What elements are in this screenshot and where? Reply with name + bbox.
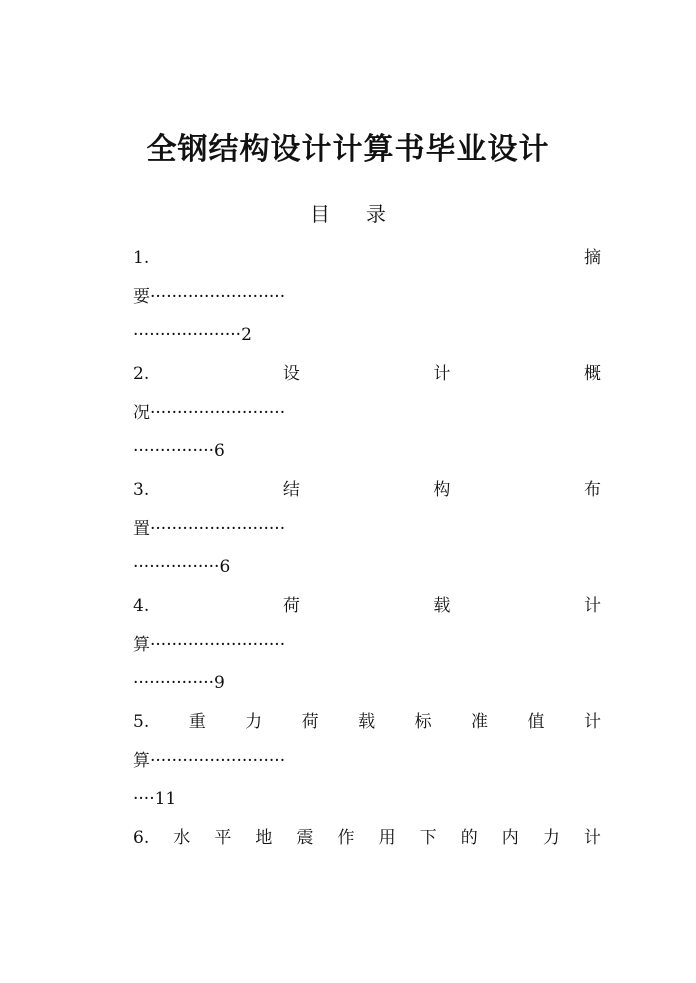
- toc-entry-word: 的: [460, 828, 478, 848]
- toc-entry-number: 2.: [133, 364, 150, 384]
- toc-entry-3-line2: 置·························: [133, 519, 286, 539]
- toc-entry-word: 准: [471, 712, 489, 732]
- toc-entry-word: 设: [282, 364, 300, 384]
- toc-entry-number: 5.: [133, 712, 150, 732]
- toc-entry-word: 结: [282, 480, 300, 500]
- toc-entry-word: 载: [433, 596, 451, 616]
- toc-entry-5-line2: 算·························: [133, 751, 286, 771]
- toc-entry-number: 3.: [133, 480, 150, 500]
- toc-entry-number: 6.: [133, 828, 150, 848]
- toc-heading-right: 录: [366, 202, 386, 226]
- toc-entry-number: 1.: [133, 248, 150, 268]
- toc-entry-word: 计: [583, 712, 601, 732]
- toc-entry-5-line1: [133, 710, 601, 734]
- toc-entry-word: 下: [419, 828, 437, 848]
- toc-entry-word: 概: [583, 364, 601, 384]
- toc-entry-word: 标: [414, 712, 432, 732]
- toc-entry-word: 水: [173, 828, 191, 848]
- toc-entry-word: 计: [583, 596, 601, 616]
- toc-entry-number: 4.: [133, 596, 150, 616]
- toc-entry-word: 荷: [301, 712, 319, 732]
- toc-entry-2-line2: 况·························: [133, 403, 286, 423]
- document-title: 全钢结构设计计算书毕业设计: [146, 132, 550, 167]
- toc-entry-1-line1: [133, 246, 601, 270]
- toc-entry-word: 构: [433, 480, 451, 500]
- toc-entry-word: 平: [214, 828, 232, 848]
- toc-entry-word: 摘: [584, 248, 601, 268]
- toc-entry-word: 震: [296, 828, 314, 848]
- toc-entry-word: 内: [501, 828, 519, 848]
- toc-entry-2-line1: [133, 362, 601, 386]
- toc-entry-4-line2: 算·························: [133, 635, 286, 655]
- toc-entry-word: 荷: [282, 596, 300, 616]
- toc-entry-word: 用: [378, 828, 396, 848]
- toc-entry-3-line1: [133, 478, 601, 502]
- toc-entry-word: 载: [358, 712, 376, 732]
- toc-entry-4-line1: [133, 594, 601, 618]
- toc-entry-2-line3: ···············6: [133, 441, 225, 461]
- toc-entry-3-line3: ················6: [133, 557, 231, 577]
- toc-entry-word: 力: [245, 712, 263, 732]
- toc-entry-1-line2: 要·························: [133, 287, 286, 307]
- toc-entry-word: 布: [583, 480, 601, 500]
- toc-entry-word: 地: [255, 828, 273, 848]
- toc-entry-word: 值: [527, 712, 545, 732]
- toc-entry-word: 作: [337, 828, 355, 848]
- toc-entry-1-line3: ····················2: [133, 325, 252, 345]
- toc-entry-5-line3: ····11: [133, 789, 177, 809]
- toc-entry-word: 计: [433, 364, 451, 384]
- toc-entry-6-line1: [133, 826, 601, 850]
- toc-entry-word: 力: [542, 828, 560, 848]
- toc-heading: [0, 198, 696, 227]
- toc-entry-word: 计: [583, 828, 601, 848]
- toc-heading-left: 目: [310, 202, 330, 226]
- toc-entry-4-line3: ···············9: [133, 673, 225, 693]
- toc-entry-word: 重: [188, 712, 206, 732]
